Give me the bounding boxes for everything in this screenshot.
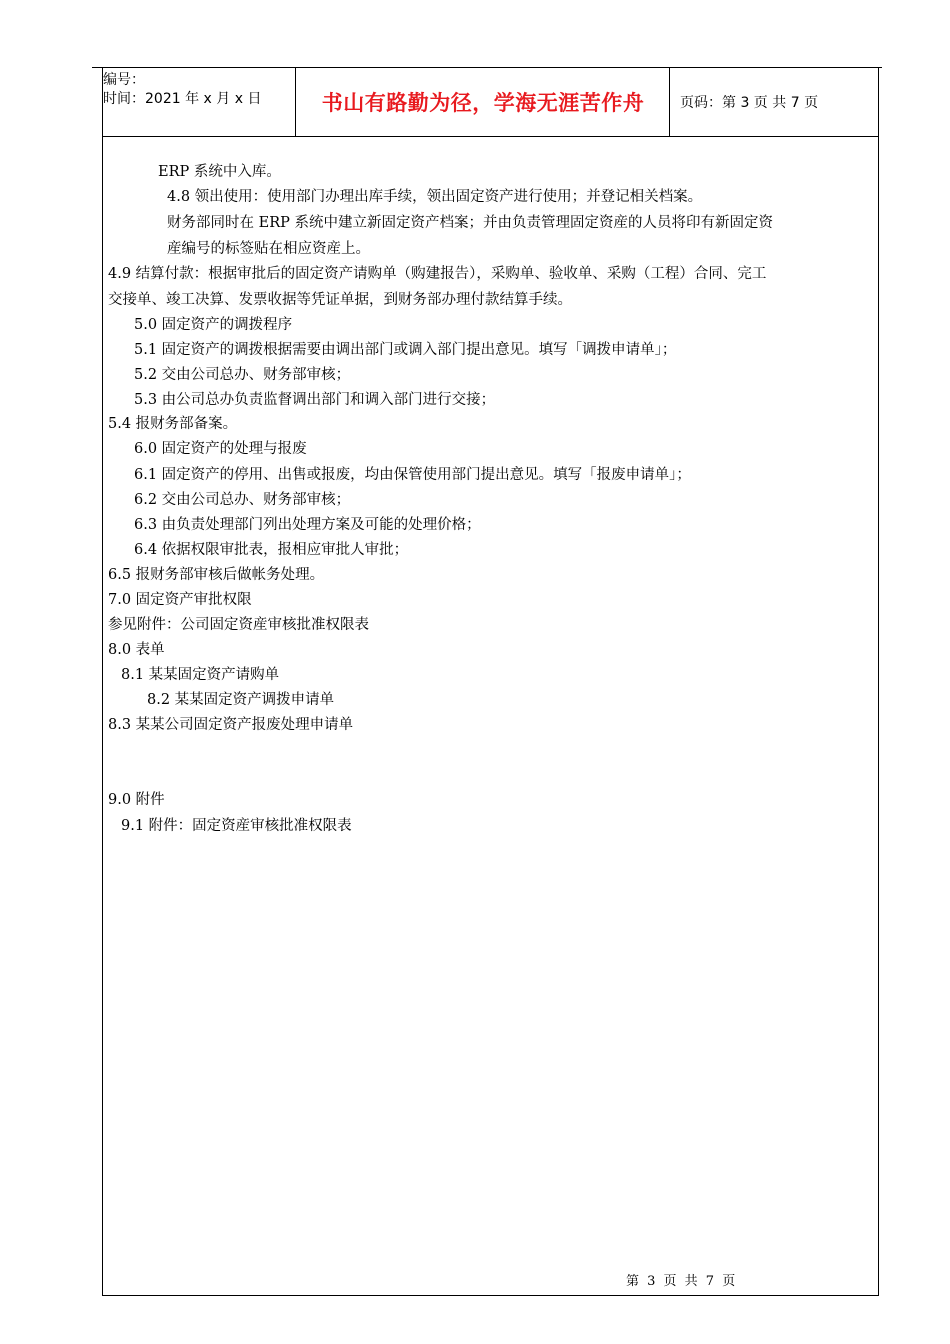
- time-label: 时间：2021 年 x 月 x 日: [103, 91, 262, 107]
- body-line: 7.0 固定资产审批权限: [108, 592, 252, 608]
- body-line: 交接单、竣工决算、发票收据等凭证单据，到财务部办理付款结算手续。: [108, 292, 572, 308]
- body-line: 5.1 固定资产的调拨根据需要由调出部门或调入部门提出意见。填写「调拨申请单」；: [134, 342, 677, 358]
- body-line: 8.1 某某固定资产请购单: [121, 667, 280, 683]
- body-line: 6.0 固定资产的处理与报废: [134, 441, 307, 457]
- body-line: 4.9 结算付款：根据审批后的固定资产请购单（购建报告），采购单、验收单、采购（工程）合同、完工: [108, 266, 767, 282]
- body-line: 8.3 某某公司固定资产报废处理申请单: [108, 717, 354, 733]
- body-line: 産编号的标签贴在相应资産上。: [167, 241, 370, 257]
- body-line: 6.5 报财务部审核后做帐务处理。: [108, 567, 325, 583]
- body-line: 4.8 领出使用：使用部门办理出库手续，领出固定资产进行使用；并登记相关档案。: [167, 189, 703, 205]
- body-line: 8.0 表单: [108, 642, 165, 658]
- body-line: 6.2 交由公司总办、财务部审核；: [134, 492, 351, 508]
- header-table: [103, 68, 878, 137]
- body-line: 6.3 由负责处理部门列出处理方案及可能的处理价格；: [134, 517, 481, 533]
- body-line: 参见附件：公司固定资産审核批准权限表: [108, 617, 369, 633]
- body-line: 9.1 附件：固定资産审核批准权限表: [121, 818, 352, 834]
- body-line: ERP 系统中入库。: [158, 164, 281, 180]
- page-info-cell: [670, 68, 878, 136]
- header-meta-cell: [103, 68, 296, 136]
- body-line: 5.3 由公司总办负责监督调出部门和调入部门进行交接；: [134, 392, 496, 408]
- body-line: 6.4 依据权限审批表，报相应审批人审批；: [134, 542, 409, 558]
- body-line: 8.2 某某固定资产调拨申请单: [147, 692, 335, 708]
- body-line: 9.0 附件: [108, 792, 165, 808]
- body-line: 5.4 报财务部备案。: [108, 416, 238, 432]
- body-line: 5.0 固定资产的调拨程序: [134, 317, 293, 333]
- motto-text: 书山有路勤为径，学海无涯苦作舟: [321, 91, 645, 115]
- body-line: 5.2 交由公司总办、财务部审核；: [134, 367, 351, 383]
- motto-cell: [297, 68, 670, 136]
- body-line: 财务部同时在 ERP 系统中建立新固定资产档案；并由负责管理固定资産的人员将印有新固定资: [167, 215, 773, 231]
- footer-page-number: 第 3 页 共 7 页: [626, 1274, 736, 1289]
- page-info-text: 页码：第 3 页 共 7 页: [680, 95, 819, 111]
- body-line: 6.1 固定资产的停用、出售或报废，均由保管使用部门提出意见。填写「报废申请单」；: [134, 467, 691, 483]
- code-label: 编号：: [103, 72, 145, 88]
